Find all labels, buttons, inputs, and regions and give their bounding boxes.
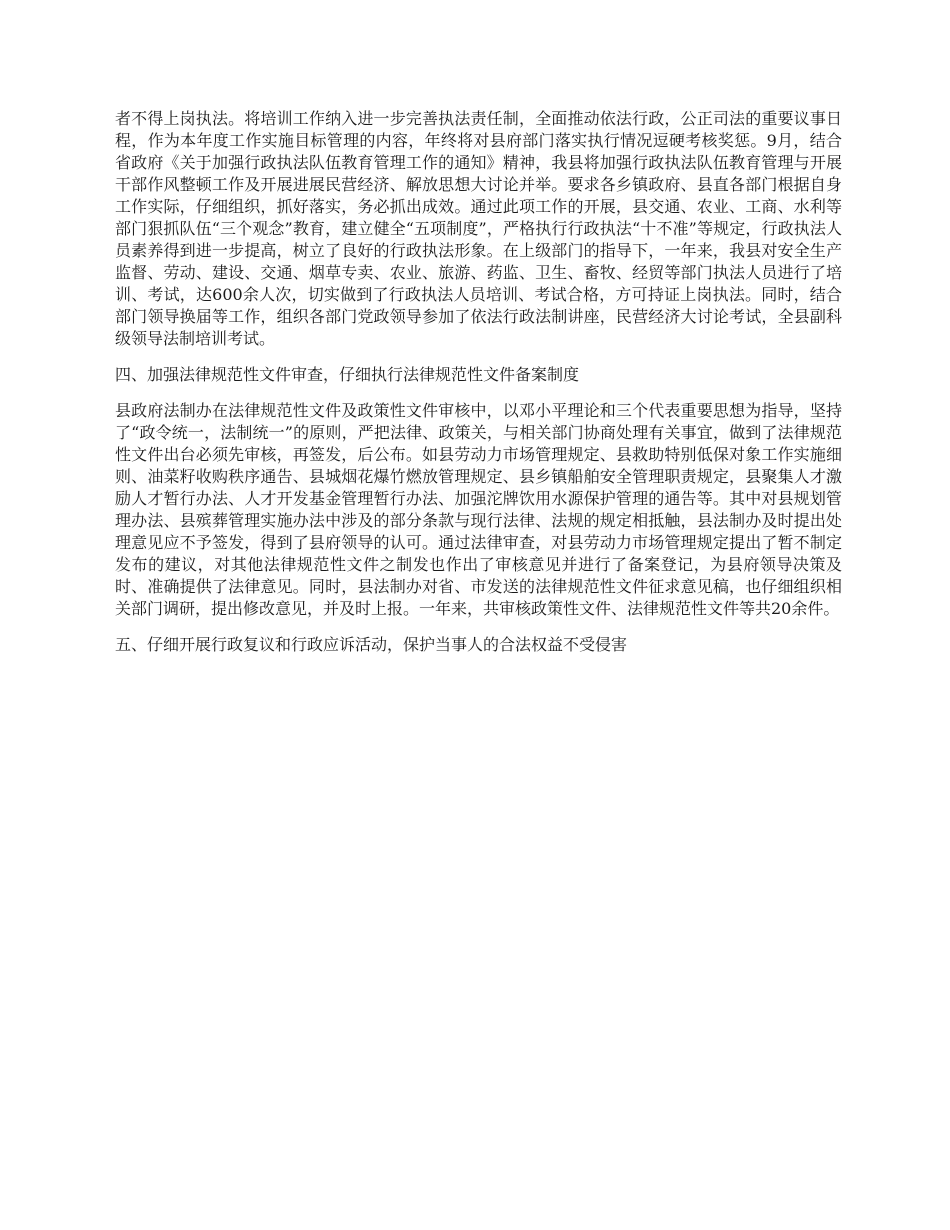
paragraph-training: 者不得上岗执法。将培训工作纳入进一步完善执法责任制，全面推动依法行政，公正司法的重要议事日程，作为本年度工作实施目标管理的内容，年终将对县府部门落实执行情况逗硬考核奖惩。9月，结合省政府《关于加强行政执法队伍教育管理工作的通知》精神，我县将加强行政执法队伍教育管理与开展干部作风整顿工作及开展进展民营经济、解放思想大讨论并举。要求各乡镇政府、县直各部门根据自身工作实际，仔细组织，抓好落实，务必抓出成效。通过此项工作的开展，县交通、农业、工商、水利等部门狠抓队伍“三个观念”教育，建立健全“五项制度”，严格执行行政执法“十不准”等规定，行政执法人员素养得到进一步提高，树立了良好的行政执法形象。在上级部门的指导下，一年来，我县对安全生产监督、劳动、建设、交通、烟草专卖、农业、旅游、药监、卫生、畜牧、经贸等部门执法人员进行了培训、考试，达600余人次，切实做到了行政执法人员培训、考试合格，方可持证上岗执法。同时，结合部门领导换届等工作，组织各部门党政领导参加了依法行政法制讲座，民营经济大讨论考试，全县副科级领导法制培训考试。 — [115, 109, 842, 348]
paragraph-document-review: 县政府法制办在法律规范性文件及政策性文件审核中，以邓小平理论和三个代表重要思想为指导，坚持了“政令统一，法制统一”的原则，严把法律、政策关，与相关部门协商处理有关事宜，做到了法律规范性文件出台必须先审核，再签发，后公布。如县劳动力市场管理规定、县救助特别低保对象工作实施细则、油菜籽收购秩序通告、县城烟花爆竹燃放管理规定、县乡镇船舶安全管理职责规定，县聚集人才激励人才暂行办法、人才开发基金管理暂行办法、加强沱牌饮用水源保护管理的通告等。其中对县规划管理办法、县殡葬管理实施办法中涉及的部分条款与现行法律、法规的规定相抵触，县法制办及时提出处理意见应不予签发，得到了县府领导的认可。通过法律审查，对县劳动力市场管理规定提出了暂不制定发布的建议，对其他法律规范性文件之制发也作出了审核意见并进行了备案登记，为县府领导决策及时、准确提供了法律意见。同时，县法制办对省、市发送的法律规范性文件征求意见稿，也仔细组织相关部门调研，提出修改意见，并及时上报。一年来，共审核政策性文件、法律规范性文件等共20余件。 — [115, 401, 842, 618]
section-heading-five: 五、仔细开展行政复议和行政应诉活动，保护当事人的合法权益不受侵害 — [115, 635, 628, 654]
document-page — [115, 108, 842, 670]
section-heading-four: 四、加强法律规范性文件审查，仔细执行法律规范性文件备案制度 — [115, 365, 580, 384]
